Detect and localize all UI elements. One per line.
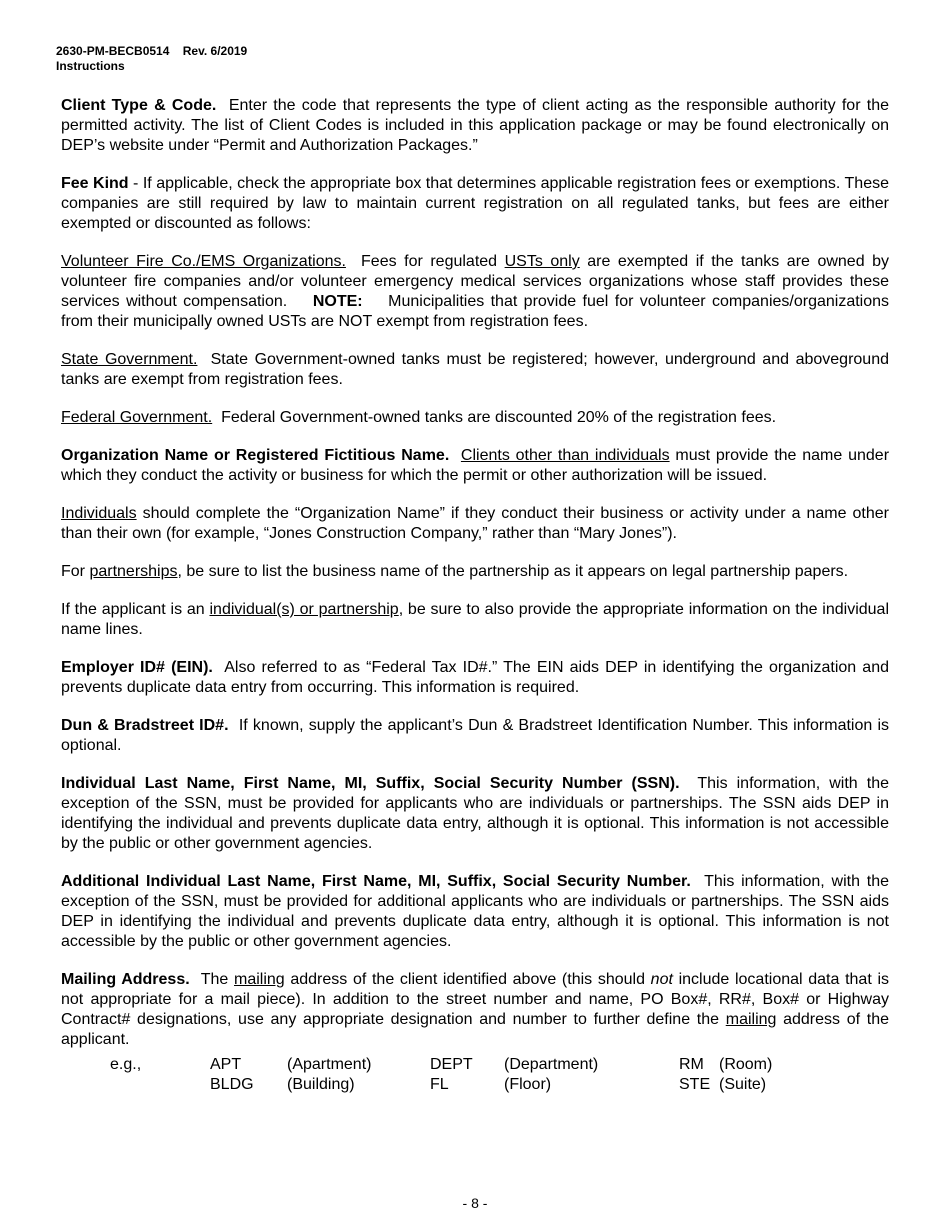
additional-individual-heading: Additional Individual Last Name, First Name, MI, Suffix, Social Security Number.	[61, 873, 691, 890]
mailing-address-heading: Mailing Address.	[61, 971, 190, 988]
form-id: 2630-PM-BECB0514	[56, 44, 170, 58]
page-number: - 8 -	[462, 1195, 488, 1211]
client-type-paragraph: Client Type & Code. Enter the code that represents the type of client acting as the responsible authority for the permitted activity. The list of Client Codes is included in this application package or may be found electronically on DEP’s website under “Permit and Authorization Packages.”	[61, 97, 890, 154]
dun-bradstreet-heading: Dun & Bradstreet ID#.	[61, 717, 229, 734]
examples-label: e.g.,	[110, 1056, 142, 1073]
volunteer-heading: Volunteer Fire Co./EMS Organizations.	[61, 253, 346, 270]
fee-kind-paragraph: Fee Kind - If applicable, check the appropriate box that determines applicable registration fees or exemptions. These companies are still required by law to maintain current registration on all regulated tanks, but fees are either exempted or discounted as follows:	[61, 175, 890, 232]
document-header	[56, 44, 247, 74]
volunteer-paragraph: Volunteer Fire Co./EMS Organizations. Fees for regulated USTs only are exempted if the tanks are owned by volunteer fire companies and/or volunteer emergency medical services organizations whose staff provides these services without compensation. NOTE: Municipalities that provide fuel for volunteer companies/organizations from their municipally owned USTs are NOT exempt from registration fees.	[61, 253, 890, 330]
instructions-body	[61, 96, 889, 1068]
partnerships-paragraph: For partnerships, be sure to list the business name of the partnership as it appears on legal partnership papers.	[61, 563, 849, 580]
ein-paragraph: Employer ID# (EIN). Also referred to as “Federal Tax ID#.” The EIN aids DEP in identifying the organization and prevents duplicate data entry from occurring. This information is required.	[61, 659, 890, 696]
individual-name-heading: Individual Last Name, First Name, MI, Suffix, Social Security Number (SSN).	[61, 775, 680, 792]
applicant-paragraph: If the applicant is an individual(s) or partnership, be sure to also provide the appropriate information on the individual name lines.	[61, 601, 889, 638]
ein-heading: Employer ID# (EIN).	[61, 659, 213, 676]
federal-government-paragraph: Federal Government. Federal Government-owned tanks are discounted 20% of the registration fees.	[61, 409, 777, 426]
client-type-heading: Client Type & Code.	[61, 97, 217, 114]
table-row: e.g., APT (Apartment) DEPT (Department) RM (Room)	[110, 1056, 773, 1073]
note-label: NOTE:	[312, 293, 363, 310]
state-government-paragraph: State Government. State Government-owned tanks must be registered; however, underground and aboveground tanks are exempt from registration fees.	[61, 351, 890, 388]
individuals-paragraph: Individuals should complete the “Organization Name” if they conduct their business or activity under a name other than their own (for example, “Jones Construction Company,” rather than “Mary Jones”).	[61, 505, 889, 542]
organization-name-heading: Organization Name or Registered Fictitious Name.	[61, 447, 450, 464]
individual-name-paragraph: Individual Last Name, First Name, MI, Suffix, Social Security Number (SSN). This information, with the exception of the SSN, must be provided for applicants who are individuals or partnerships. The SSN aids DEP in identifying the individual and prevents duplicate data entry, although it is optional. This information is not accessible by the public or other government agencies.	[61, 775, 889, 852]
table-row: BLDG (Building) FL (Floor) STE (Suite)	[210, 1076, 767, 1093]
header-subtitle: Instructions	[56, 59, 125, 73]
revision: Rev. 6/2019	[182, 44, 248, 58]
address-designation-examples	[110, 1055, 772, 1095]
additional-individual-paragraph: Additional Individual Last Name, First Name, MI, Suffix, Social Security Number. This information, with the exception of the SSN, must be provided for additional applicants who are individuals or partnerships. The SSN aids DEP in identifying the individual and prevents duplicate data entry, although it is optional. This information is not accessible by the public or other government agencies.	[61, 873, 889, 950]
fee-kind-heading: Fee Kind	[61, 175, 129, 192]
state-government-heading: State Government.	[61, 351, 198, 368]
dun-bradstreet-paragraph: Dun & Bradstreet ID#. If known, supply the applicant’s Dun & Bradstreet Identification Number. This information is optional.	[61, 717, 889, 754]
mailing-address-paragraph: Mailing Address. The mailing address of the client identified above (this should not include locational data that is not appropriate for a mail piece). In addition to the street number and name, PO Box#, RR#, Box# or Highway Contract# designations, use any appropriate designation and number to further define the mailing address of the applicant.	[61, 971, 890, 1048]
organization-name-paragraph: Organization Name or Registered Fictitious Name. Clients other than individuals must provide the name under which they conduct the activity or business for which the permit or other authorization will be issued.	[61, 447, 890, 484]
federal-government-heading: Federal Government.	[61, 409, 213, 426]
